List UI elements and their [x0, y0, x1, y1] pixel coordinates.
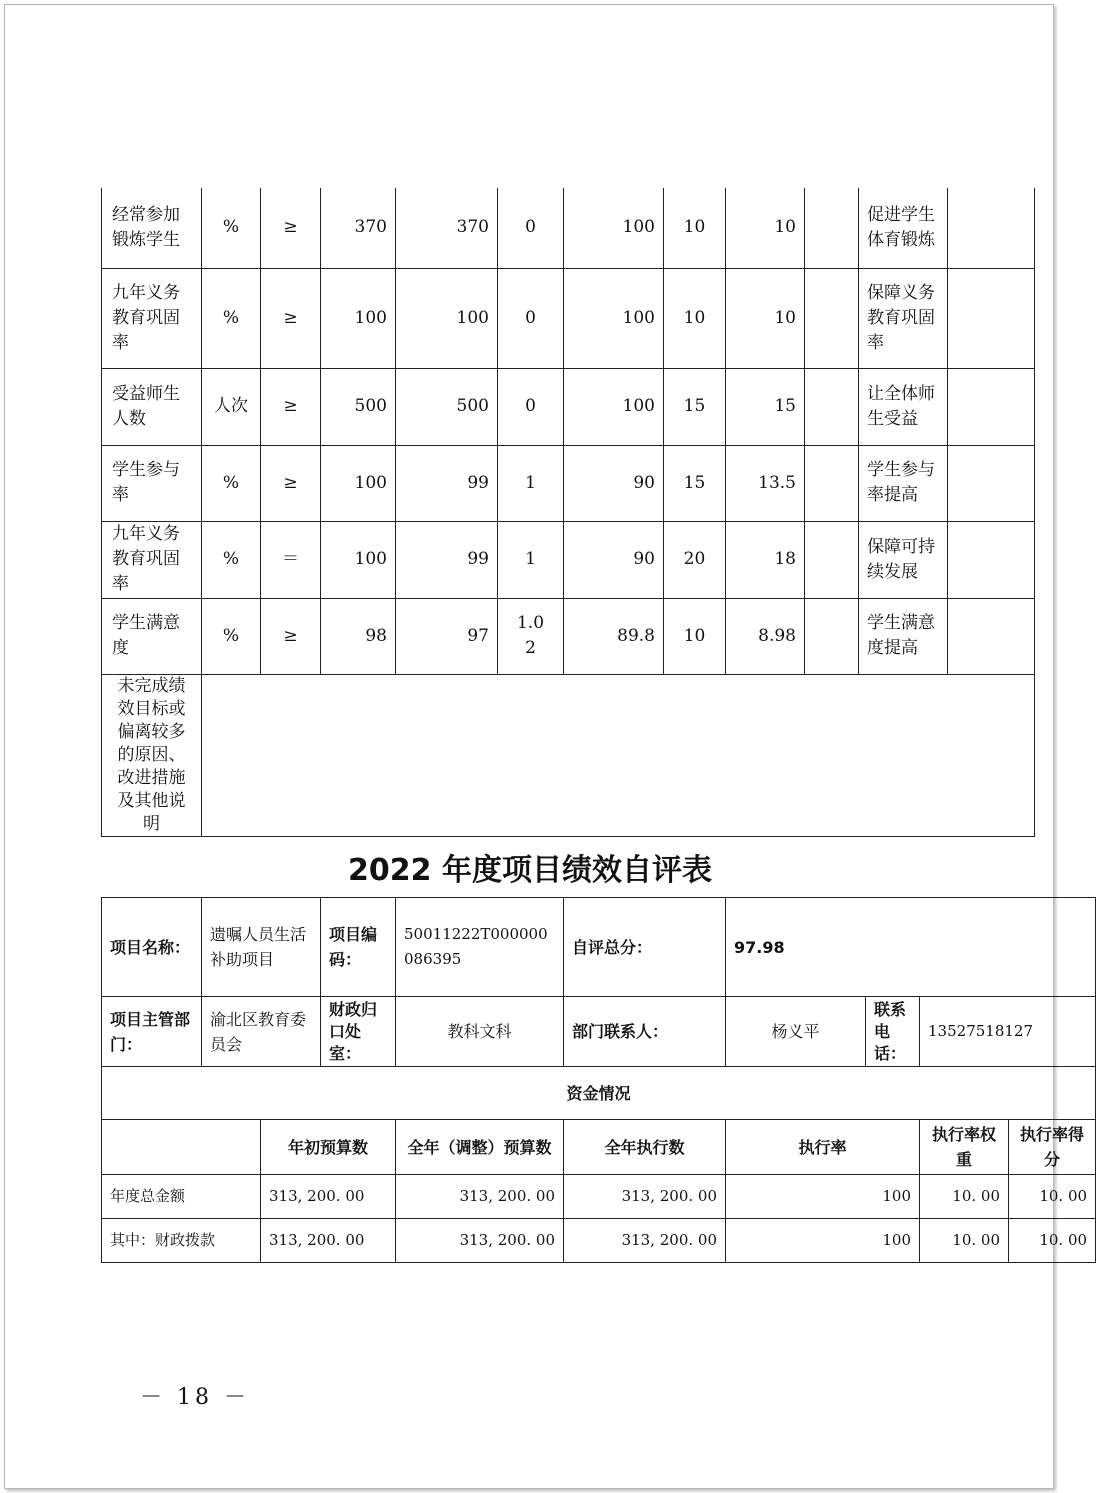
page-number: － 18 －	[140, 1385, 250, 1410]
indicator-row	[102, 445, 1035, 521]
weight-value: 20	[664, 521, 726, 598]
score-value: 18	[726, 521, 805, 598]
operator-cell: ≥	[261, 188, 321, 268]
indicator-name: 九年义务教育巩固率	[102, 268, 202, 368]
operator-cell: ＝	[261, 521, 321, 598]
unit-cell: %	[202, 521, 261, 598]
funds-corner-cell	[102, 1120, 261, 1175]
extra-cell	[948, 445, 1035, 521]
note-cell	[805, 598, 859, 674]
indicator-name: 九年义务教育巩固率	[102, 521, 202, 598]
col-initial-budget: 年初预算数	[261, 1120, 396, 1175]
note-cell	[805, 268, 859, 368]
deviation-value: 1	[498, 521, 564, 598]
phone-label: 联系电话：	[866, 997, 920, 1067]
funds-row-label: 年度总金额	[102, 1175, 261, 1219]
effect-description: 保障可持续发展	[859, 521, 948, 598]
funds-row	[102, 1175, 1096, 1219]
completion-rate: 100	[564, 368, 664, 445]
score-value: 10	[726, 268, 805, 368]
completion-rate: 100	[564, 188, 664, 268]
funds-cell: 313, 200. 00	[396, 1219, 564, 1263]
funds-cell: 313, 200. 00	[396, 1175, 564, 1219]
funds-header: 资金情况	[102, 1067, 1096, 1120]
project-code-value: 50011222T000000086395	[396, 898, 564, 997]
deviation-value: 1	[498, 445, 564, 521]
indicator-name: 学生满意度	[102, 598, 202, 674]
funds-cell: 10. 00	[1009, 1175, 1096, 1219]
performance-indicator-table	[101, 188, 1035, 837]
extra-cell	[948, 521, 1035, 598]
score-value: 10	[726, 188, 805, 268]
deviation-value: 0	[498, 268, 564, 368]
funds-cell: 313, 200. 00	[564, 1175, 726, 1219]
effect-description: 学生满意度提高	[859, 598, 948, 674]
actual-value: 99	[396, 521, 498, 598]
extra-cell	[948, 268, 1035, 368]
col-rate-score: 执行率得分	[1009, 1120, 1096, 1175]
note-cell	[805, 368, 859, 445]
target-value: 100	[321, 445, 396, 521]
phone-value: 13527518127	[920, 997, 1096, 1067]
page-title: 2022 年度项目绩效自评表	[348, 853, 712, 888]
funds-cell: 100	[726, 1219, 920, 1263]
effect-description: 保障义务教育巩固率	[859, 268, 948, 368]
unfinished-label: 未完成绩效目标或偏离较多的原因、改进措施及其他说明	[102, 674, 202, 836]
unit-cell: %	[202, 268, 261, 368]
funds-cell: 10. 00	[920, 1219, 1009, 1263]
col-execution-rate: 执行率	[726, 1120, 920, 1175]
project-code-label: 项目编码：	[321, 898, 396, 997]
unit-cell: 人次	[202, 368, 261, 445]
funds-row-label: 其中：财政拨款	[102, 1219, 261, 1263]
deviation-value: 0	[498, 368, 564, 445]
effect-description: 让全体师生受益	[859, 368, 948, 445]
target-value: 98	[321, 598, 396, 674]
indicator-name: 学生参与率	[102, 445, 202, 521]
self-score-value: 97.98	[726, 898, 1096, 997]
funds-cell: 10. 00	[1009, 1219, 1096, 1263]
unfinished-value	[202, 674, 1035, 836]
funds-cell: 313, 200. 00	[261, 1219, 396, 1263]
completion-rate: 90	[564, 521, 664, 598]
col-rate-weight: 执行率权重	[920, 1120, 1009, 1175]
indicator-name: 经常参加锻炼学生	[102, 188, 202, 268]
extra-cell	[948, 188, 1035, 268]
target-value: 370	[321, 188, 396, 268]
weight-value: 15	[664, 368, 726, 445]
weight-value: 15	[664, 445, 726, 521]
note-cell	[805, 445, 859, 521]
indicator-row	[102, 188, 1035, 268]
extra-cell	[948, 368, 1035, 445]
actual-value: 97	[396, 598, 498, 674]
target-value: 100	[321, 268, 396, 368]
score-value: 8.98	[726, 598, 805, 674]
operator-cell: ≥	[261, 445, 321, 521]
weight-value: 10	[664, 188, 726, 268]
actual-value: 99	[396, 445, 498, 521]
weight-value: 10	[664, 268, 726, 368]
funds-cell: 313, 200. 00	[261, 1175, 396, 1219]
project-name-value: 遗嘱人员生活补助项目	[202, 898, 321, 997]
completion-rate: 100	[564, 268, 664, 368]
funds-cell: 100	[726, 1175, 920, 1219]
target-value: 100	[321, 521, 396, 598]
score-value: 15	[726, 368, 805, 445]
finance-office-value: 教科文科	[396, 997, 564, 1067]
project-name-label: 项目名称：	[102, 898, 202, 997]
contact-value: 杨义平	[726, 997, 866, 1067]
actual-value: 100	[396, 268, 498, 368]
note-cell	[805, 521, 859, 598]
operator-cell: ≥	[261, 368, 321, 445]
self-score-label: 自评总分：	[564, 898, 726, 997]
deviation-value: 1.02	[498, 598, 564, 674]
deviation-value: 0	[498, 188, 564, 268]
unit-cell: %	[202, 188, 261, 268]
weight-value: 10	[664, 598, 726, 674]
dept-label: 项目主管部门：	[102, 997, 202, 1067]
effect-description: 促进学生体育锻炼	[859, 188, 948, 268]
col-executed: 全年执行数	[564, 1120, 726, 1175]
self-evaluation-table	[101, 897, 1096, 1263]
dept-value: 渝北区教育委员会	[202, 997, 321, 1067]
funds-cell: 313, 200. 00	[564, 1219, 726, 1263]
actual-value: 500	[396, 368, 498, 445]
note-cell	[805, 188, 859, 268]
actual-value: 370	[396, 188, 498, 268]
funds-row	[102, 1219, 1096, 1263]
indicator-row	[102, 268, 1035, 368]
indicator-row	[102, 521, 1035, 598]
indicator-row	[102, 368, 1035, 445]
target-value: 500	[321, 368, 396, 445]
operator-cell: ≥	[261, 268, 321, 368]
col-adjusted-budget: 全年（调整）预算数	[396, 1120, 564, 1175]
completion-rate: 90	[564, 445, 664, 521]
completion-rate: 89.8	[564, 598, 664, 674]
indicator-row	[102, 598, 1035, 674]
contact-label: 部门联系人：	[564, 997, 726, 1067]
unit-cell: %	[202, 598, 261, 674]
extra-cell	[948, 598, 1035, 674]
effect-description: 学生参与率提高	[859, 445, 948, 521]
indicator-name: 受益师生人数	[102, 368, 202, 445]
finance-office-label: 财政归口处室：	[321, 997, 396, 1067]
operator-cell: ≥	[261, 598, 321, 674]
unit-cell: %	[202, 445, 261, 521]
funds-cell: 10. 00	[920, 1175, 1009, 1219]
score-value: 13.5	[726, 445, 805, 521]
